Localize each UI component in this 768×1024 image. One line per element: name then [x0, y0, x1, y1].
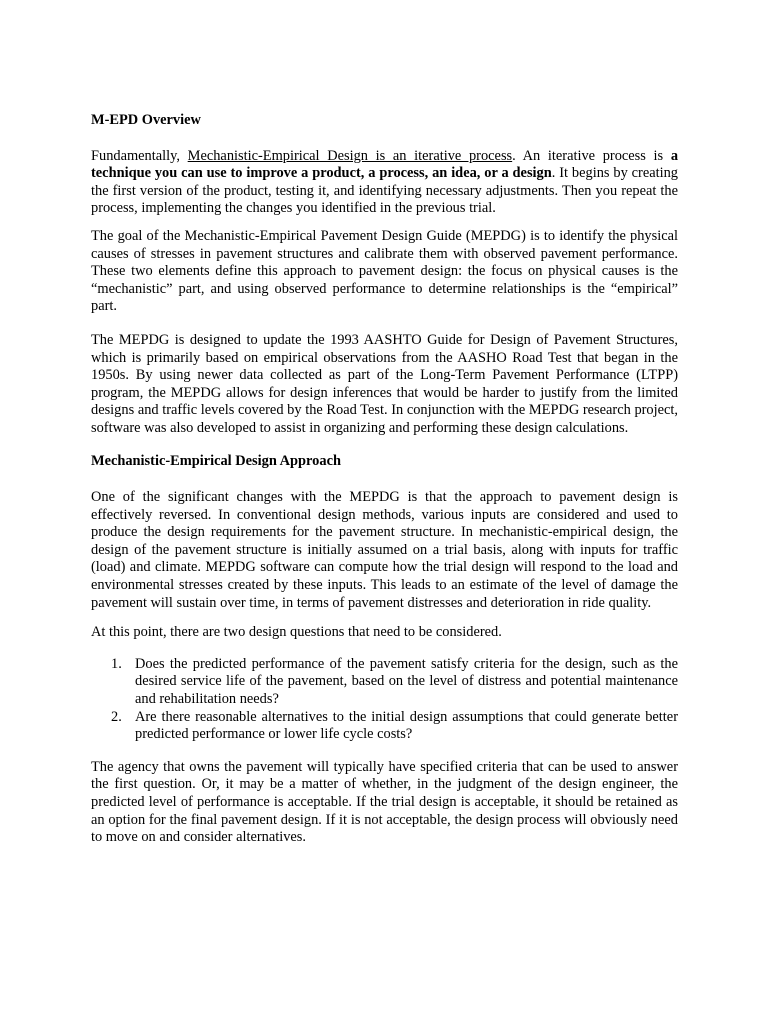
para1-bold: a technique you can use to improve a product, a process, an idea, or a design	[91, 147, 679, 182]
list-item-text: Are there reasonable alternatives to the initial design assumptions that could generate better predicted performance or lower life cycle costs?	[135, 708, 678, 743]
list-item	[91, 709, 678, 744]
para1-underlined: Mechanistic-Empirical Design is an iterative process	[187, 147, 513, 164]
list-item-number: 1.	[111, 655, 122, 672]
paragraph-mepdg-goal: The goal of the Mechanistic-Empirical Pavement Design Guide (MEPDG) is to identify the physical causes of stresses in pavement structures and calibrate them with observed pavement performance. These two elements define this approach to pavement design: the focus on physical causes is the “mechanistic” part, and using observed performance to determine relationships is the “empirical” part.	[91, 227, 678, 315]
list-item	[91, 656, 678, 709]
page-title: M-EPD Overview	[91, 112, 201, 128]
paragraph-iterative-process	[91, 148, 678, 218]
design-questions-list	[91, 656, 678, 744]
section-heading: Mechanistic-Empirical Design Approach	[91, 452, 341, 469]
document-body	[91, 112, 678, 847]
paragraph-design-approach: One of the significant changes with the MEPDG is that the approach to pavement design is effectively reversed. In conventional design methods, various inputs are considered and used to produce the design requirements for the pavement structure. In mechanistic-empirical design, the design of the pavement structure is initially assumed on a trial basis, along with inputs for traffic (load) and climate. MEPDG software can compute how the trial design will respond to the load and environmental stresses created by these inputs. This leads to an estimate of the level of damage the pavement will sustain over time, in terms of pavement distresses and deterioration in ride quality.	[91, 489, 678, 611]
paragraph-agency-criteria: The agency that owns the pavement will typically have specified criteria that can be used to answer the first question. Or, it may be a matter of whether, in the judgment of the design engineer, the predicted level of performance is acceptable. If the trial design is acceptable, it should be retained as an option for the final pavement design. If it is not acceptable, the design process will obviously need to move on and consider alternatives.	[91, 758, 678, 846]
paragraph-design-questions-intro: At this point, there are two design questions that need to be considered.	[91, 624, 502, 641]
para1-lead: Fundamentally,	[91, 147, 188, 164]
list-item-text: Does the predicted performance of the pavement satisfy criteria for the design, such as the desired service life of the pavement, based on the level of distress and potential maintenance and rehabilitation needs?	[135, 655, 678, 708]
list-item-number: 2.	[111, 708, 122, 725]
para1-tail: . It begins by creating the first version of the product, testing it, and identifying necessary adjustments. Then you repeat the process, implementing the changes you identified in the previous trial.	[91, 165, 678, 217]
para1-mid: . An iterative process is	[512, 147, 671, 164]
paragraph-mepdg-update: The MEPDG is designed to update the 1993 AASHTO Guide for Design of Pavement Structures, which is primarily based on empirical observations from the AASHO Road Test that began in the 1950s. By using newer data collected as part of the Long-Term Pavement Performance (LTPP) program, the MEPDG allows for design inferences that would be harder to justify from the limited designs and traffic levels covered by the Road Test. In conjunction with the MEPDG research project, software was also developed to assist in organizing and performing these design calculations.	[91, 331, 678, 436]
